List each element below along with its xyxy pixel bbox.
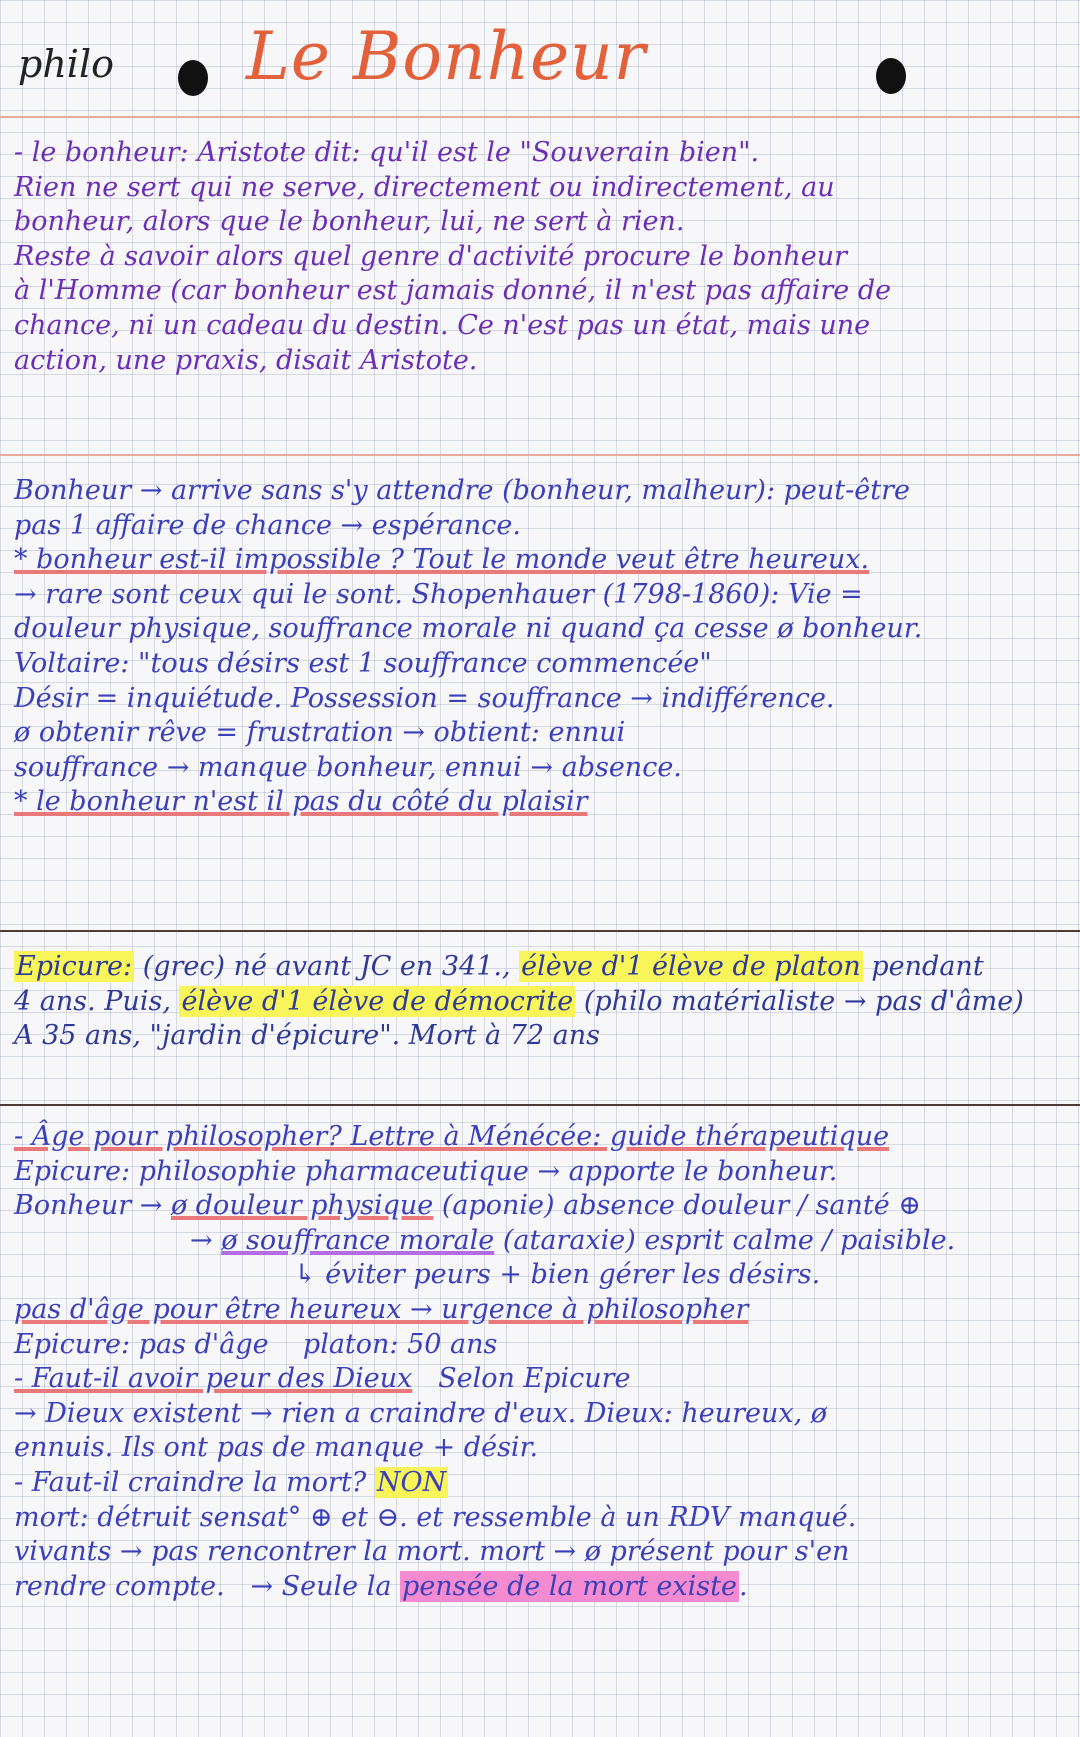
text-line: mort: détruit sensat° ⊕ et ⊖. et ressemble à un RDV manqué. — [14, 1501, 857, 1533]
text-span: rendre compte. → Seule la — [14, 1570, 401, 1602]
page-title: Le Bonheur — [246, 18, 647, 95]
text-span: Selon Epicure — [412, 1363, 631, 1395]
binder-hole-left — [178, 60, 208, 96]
section-bonheur — [14, 474, 1064, 820]
text-line: à l'Homme (car bonheur est jamais donné, il n'est pas affaire de — [14, 275, 892, 307]
highlight: pensée de la mort existe — [402, 1570, 737, 1602]
text-line: ennuis. Ils ont pas de manque + désir. — [14, 1432, 539, 1464]
underlined-term: ø souffrance morale — [221, 1224, 495, 1256]
divider — [0, 930, 1080, 932]
divider — [0, 454, 1080, 456]
underlined-text: pas d'âge pour être heureux → urgence à philosopher — [14, 1293, 749, 1325]
text-span: - Faut-il craindre la mort? — [14, 1466, 375, 1498]
text-line: Désir = inquiétude. Possession = souffrance → indifférence. — [14, 682, 835, 714]
text-line — [14, 543, 1064, 578]
text-line — [14, 1570, 1064, 1605]
text-line — [14, 1189, 1064, 1224]
underlined-question: - Faut-il avoir peur des Dieux — [14, 1363, 413, 1395]
highlight: élève d'1 élève de platon — [521, 951, 861, 982]
text-line: action, une praxis, disait Aristote. — [14, 344, 478, 376]
text-line — [14, 1466, 1064, 1501]
text-line: A 35 ans, "jardin d'épicure". Mort à 72 ans — [14, 1020, 600, 1052]
highlight: NON — [376, 1466, 447, 1498]
divider — [0, 1104, 1080, 1106]
section-aristote — [14, 136, 1064, 378]
text-span: (aponie) absence douleur / santé ⊕ — [433, 1190, 921, 1222]
text-line: Epicure: pas d'âge platon: 50 ans — [14, 1328, 498, 1360]
text-line: - le bonheur: Aristote dit: qu'il est le "Souverain bien". — [14, 137, 760, 168]
text-line — [14, 1120, 1064, 1155]
text-line: ↳ éviter peurs + bien gérer les désirs. — [294, 1259, 821, 1291]
text-span: (philo matérialiste → pas d'âme) — [575, 985, 1024, 1017]
text-line: Voltaire: "tous désirs est 1 souffrance commencée" — [14, 647, 712, 679]
text-line: bonheur, alors que le bonheur, lui, ne sert à rien. — [14, 206, 685, 238]
underlined-question: * bonheur est-il impossible ? Tout le monde veut être heureux. — [14, 544, 870, 576]
divider — [0, 116, 1080, 118]
underlined-question: * le bonheur n'est il pas du côté du plaisir — [14, 786, 588, 818]
section-epicure-bio — [14, 950, 1064, 1054]
text-line: Reste à savoir alors quel genre d'activité procure le bonheur — [14, 240, 848, 272]
text-line: vivants → pas rencontrer la mort. mort → ø présent pour s'en — [14, 1536, 850, 1568]
section-lettre-menecee — [14, 1120, 1064, 1604]
text-line: Bonheur → arrive sans s'y attendre (bonheur, malheur): peut-être — [14, 475, 910, 506]
text-line — [14, 985, 1064, 1020]
text-line — [14, 785, 1064, 820]
text-line: Rien ne sert qui ne serve, directement ou indirectement, au — [14, 171, 835, 203]
text-line: douleur physique, souffrance morale ni quand ça cesse ø bonheur. — [14, 613, 923, 645]
text-line — [14, 1224, 1064, 1259]
text-line: → Dieux existent → rien a craindre d'eux. Dieux: heureux, ø — [14, 1397, 827, 1429]
text-line: chance, ni un cadeau du destin. Ce n'est pas un état, mais une — [14, 309, 871, 341]
underlined-term: ø douleur physique — [170, 1190, 434, 1222]
text-line — [14, 1362, 1064, 1397]
text-line: ø obtenir rêve = frustration → obtient: ennui — [14, 717, 626, 749]
text-span: 4 ans. Puis, — [14, 985, 180, 1017]
text-line: Epicure: philosophie pharmaceutique → apporte le bonheur. — [14, 1155, 838, 1187]
text-span: (ataraxie) esprit calme / paisible. — [494, 1224, 956, 1256]
text-span: pendant — [862, 951, 984, 982]
binder-hole-right — [876, 58, 906, 94]
text-span: . — [738, 1570, 748, 1602]
text-line: souffrance → manque bonheur, ennui → absence. — [14, 751, 682, 783]
text-span: Bonheur → — [14, 1190, 171, 1222]
text-line: → rare sont ceux qui le sont. Shopenhauer (1798-1860): Vie = — [14, 578, 863, 610]
text-line — [14, 950, 1064, 985]
underlined-question: - Âge pour philosopher? Lettre à Ménécée: guide thérapeutique — [14, 1121, 890, 1152]
subject-label: philo — [18, 42, 114, 86]
text-line — [14, 1293, 1064, 1328]
text-line: pas 1 affaire de chance → espérance. — [14, 509, 521, 541]
highlight: élève d'1 élève de démocrite — [181, 985, 574, 1017]
text-span: (grec) né avant JC en 341., — [134, 951, 520, 982]
highlight: Epicure: — [16, 951, 133, 982]
text-span: → — [190, 1224, 222, 1256]
